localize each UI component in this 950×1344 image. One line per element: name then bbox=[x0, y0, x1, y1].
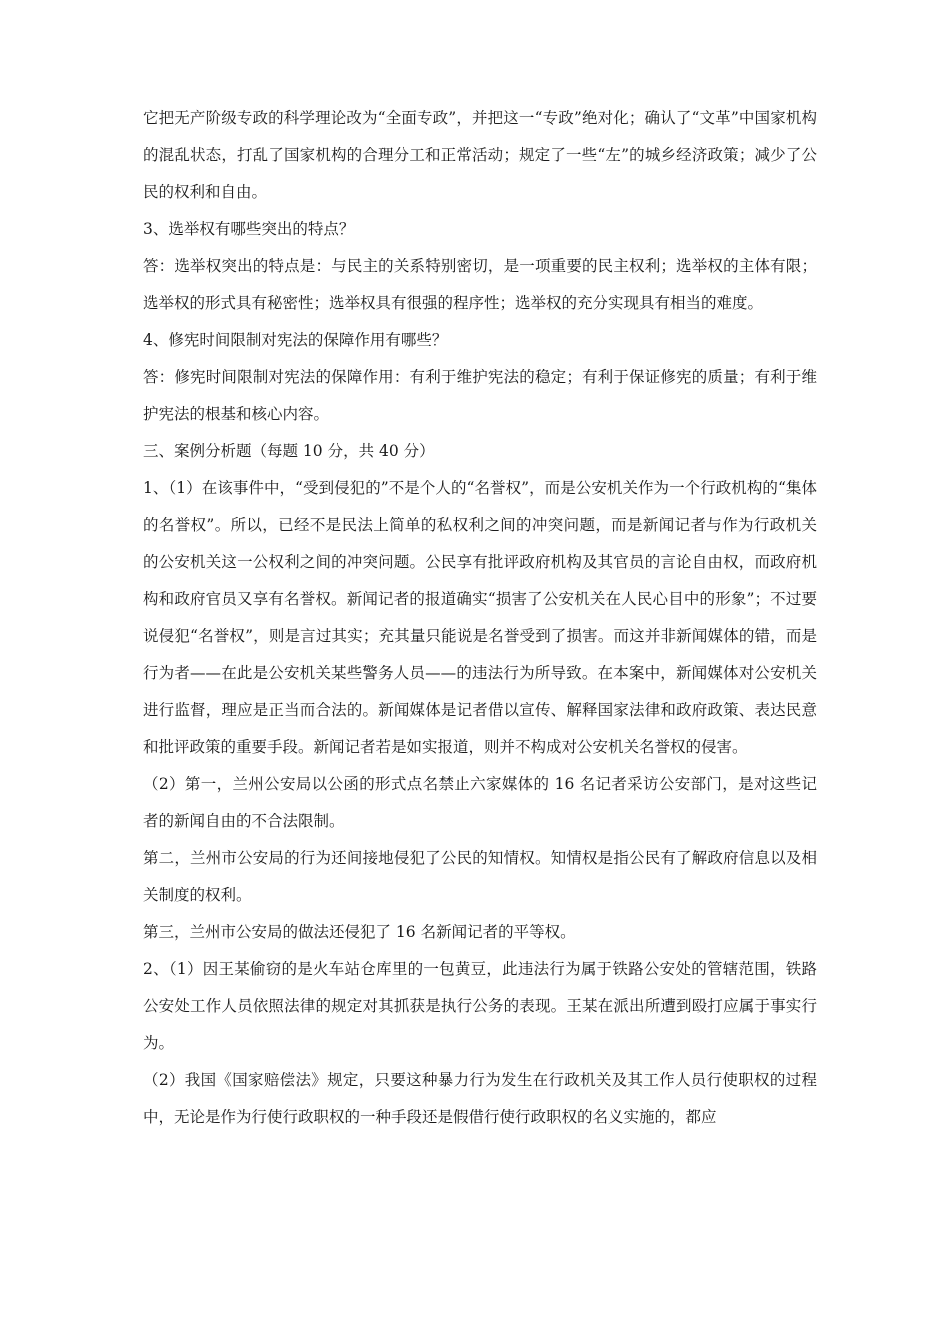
answer-3: 答：选举权突出的特点是：与民主的关系特别密切，是一项重要的民主权利；选举权的主体有限；选举权的形式具有秘密性；选举权具有很强的程序性；选举权的充分实现具有相当的难度。 bbox=[143, 257, 817, 312]
case-1-part-2-third: 第三，兰州市公安局的做法还侵犯了 16 名新闻记者的平等权。 bbox=[143, 923, 576, 941]
case-1-part-2-first: （2）第一，兰州公安局以公函的形式点名禁止六家媒体的 16 名记者采访公安部门，是对这些记者的新闻自由的不合法限制。 bbox=[143, 775, 817, 830]
answer-4: 答：修宪时间限制对宪法的保障作用：有利于维护宪法的稳定；有利于保证修宪的质量；有利于维护宪法的根基和核心内容。 bbox=[143, 368, 817, 423]
question-3: 3、选举权有哪些突出的特点？ bbox=[143, 220, 355, 238]
case-2-part-1: 2、（1）因王某偷窃的是火车站仓库里的一包黄豆，此违法行为属于铁路公安处的管辖范围，铁路公安处工作人员依照法律的规定对其抓获是执行公务的表现。王某在派出所遭到殴打应属于事实行为。 bbox=[143, 960, 817, 1052]
question-4: 4、修宪时间限制对宪法的保障作用有哪些？ bbox=[143, 331, 448, 349]
section-heading-case-analysis: 三、案例分析题（每题 10 分，共 40 分） bbox=[143, 442, 435, 460]
paragraph-continuation: 它把无产阶级专政的科学理论改为“全面专政”，并把这一“专政”绝对化；确认了“文革”中国家机构的混乱状态，打乱了国家机构的合理分工和正常活动；规定了一些“左”的城乡经济政策；减少了公民的权利和自由。 bbox=[143, 109, 817, 201]
case-1-part-2-second: 第二，兰州市公安局的行为还间接地侵犯了公民的知情权。知情权是指公民有了解政府信息以及相关制度的权利。 bbox=[143, 849, 817, 904]
case-2-part-2: （2）我国《国家赔偿法》规定，只要这种暴力行为发生在行政机关及其工作人员行使职权的过程中，无论是作为行使行政职权的一种手段还是假借行使行政职权的名义实施的，都应 bbox=[143, 1071, 817, 1126]
document-body bbox=[143, 100, 817, 1136]
case-1-part-1: 1、（1）在该事件中，“受到侵犯的”不是个人的“名誉权”，而是公安机关作为一个行政机构的“集体的名誉权”。所以，已经不是民法上简单的私权利之间的冲突问题，而是新闻记者与作为行政机关的公安机关这一公权利之间的冲突问题。公民享有批评政府机构及其官员的言论自由权，而政府机构和政府官员又享有名誉权。新闻记者的报道确实“损害了公安机关在人民心目中的形象”；不过要说侵犯“名誉权”，则是言过其实；充其量只能说是名誉受到了损害。而这并非新闻媒体的错，而是行为者——在此是公安机关某些警务人员——的违法行为所导致。在本案中，新闻媒体对公安机关进行监督，理应是正当而合法的。新闻媒体是记者借以宣传、解释国家法律和政府政策、表达民意和批评政策的重要手段。新闻记者若是如实报道，则并不构成对公安机关名誉权的侵害。 bbox=[143, 479, 817, 756]
